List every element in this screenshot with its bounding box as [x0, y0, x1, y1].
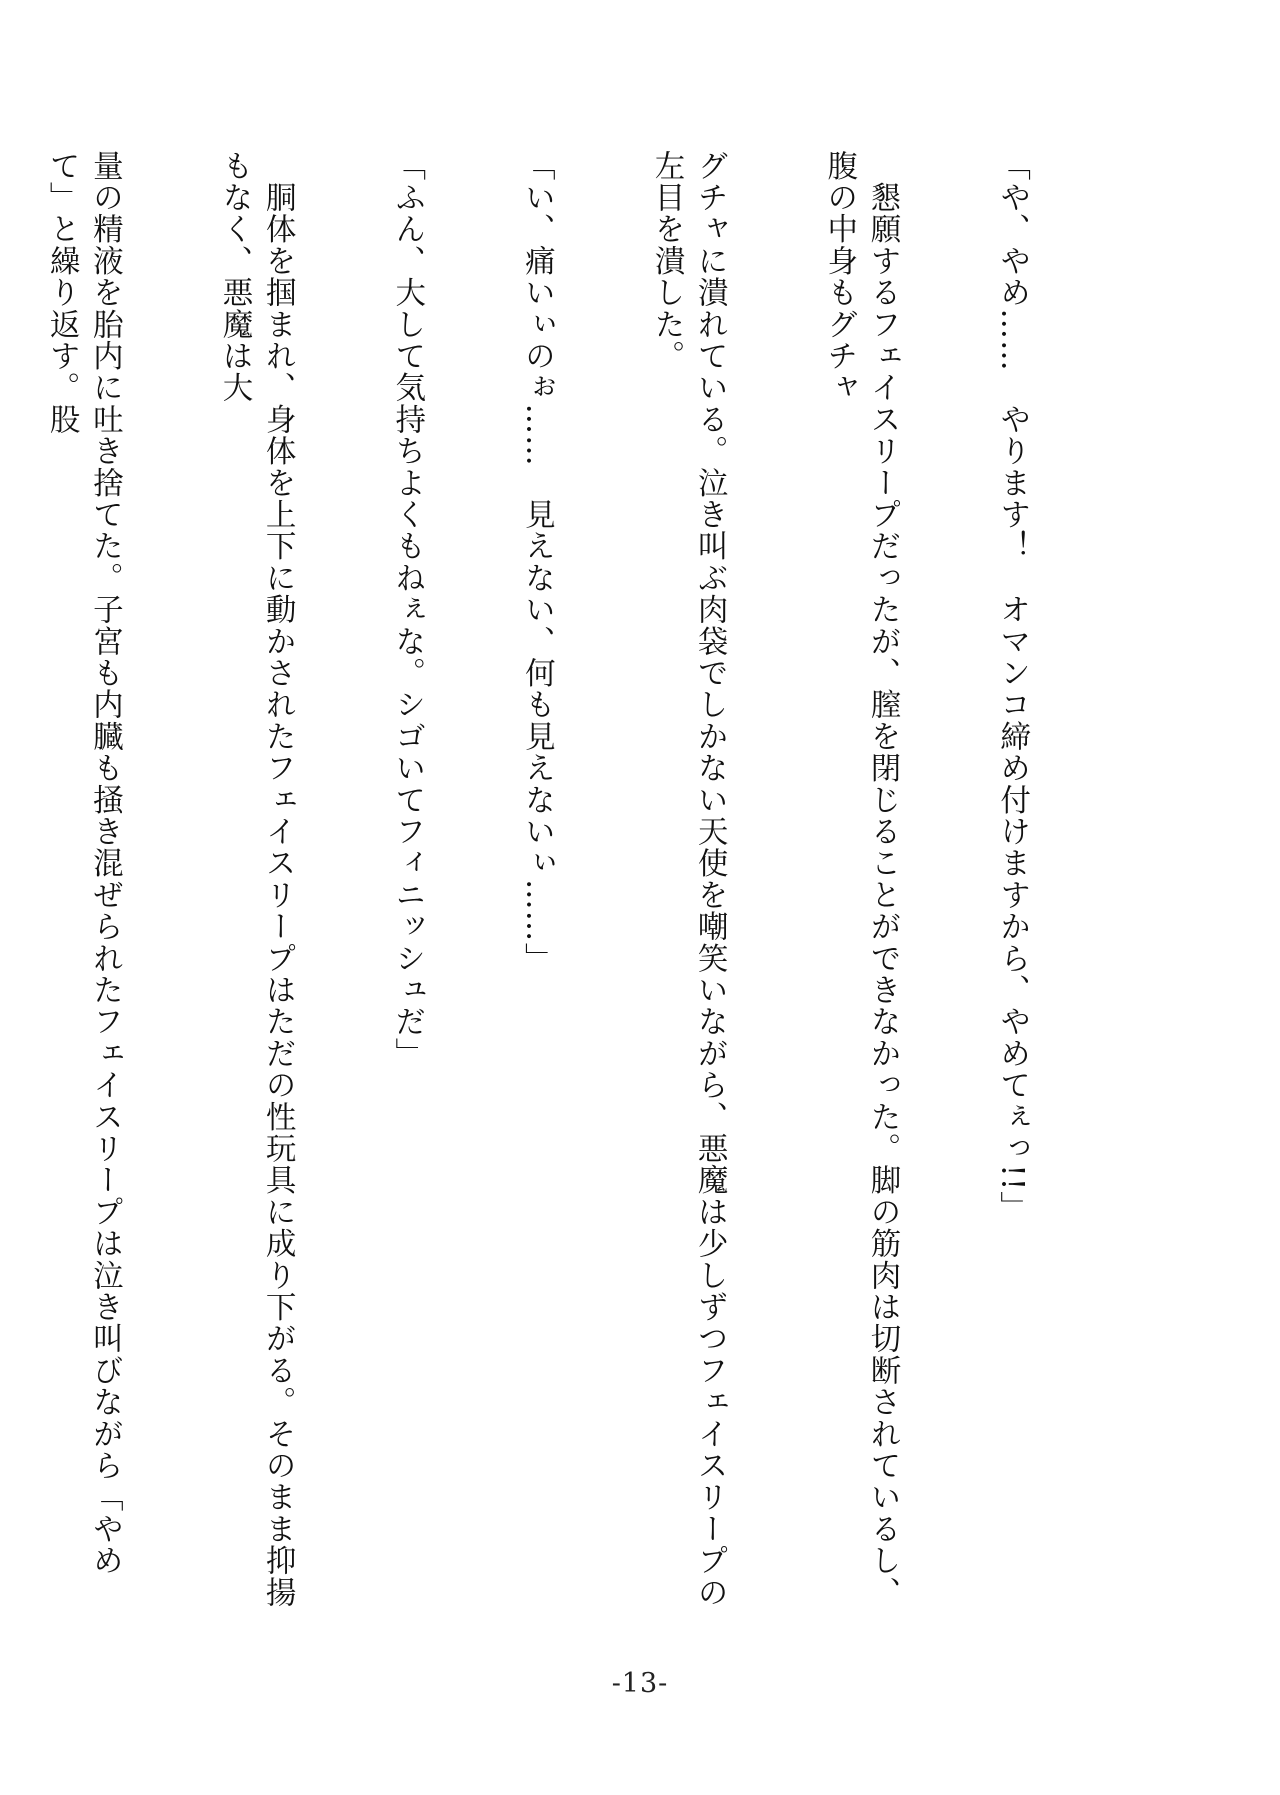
text-line: 胴体を掴まれ、身体を上下に動かされたフェイスリープはただの性玩具に成り下がる。そのまま抑揚もなく、悪魔は大 [216, 150, 296, 1609]
vertical-text-body [44, 150, 1120, 1610]
text-line: 懇願するフェイスリープだったが、膣を閉じることができなかった。脚の筋肉は切断されているし、腹の中身もグチャ [821, 150, 900, 1609]
text-line: 「い、痛いぃのぉ…… 見えない、何も見えないぃ……」 [519, 150, 555, 975]
text-line: グチャに潰れている。泣き叫ぶ肉袋でしかない天使を嘲笑いながら、悪魔は少しずつフェイスリープの左目を潰した。 [648, 150, 728, 1609]
page-number: -13- [611, 1668, 669, 1699]
text-line: 量の精液を胎内に吐き捨てた。子宮も内臓も掻き混ぜられたフェイスリープは泣き叫びながら「やめて」と繰り返す。股 [44, 150, 123, 1577]
text-line: 「ふん、大して気持ちよくもねぇな。シゴいてフィニッシュだ」 [389, 150, 425, 1070]
text-line: 「や、やめ…… やります！ オマンコ締め付けますから、やめてぇっ!!」 [994, 150, 1030, 1224]
